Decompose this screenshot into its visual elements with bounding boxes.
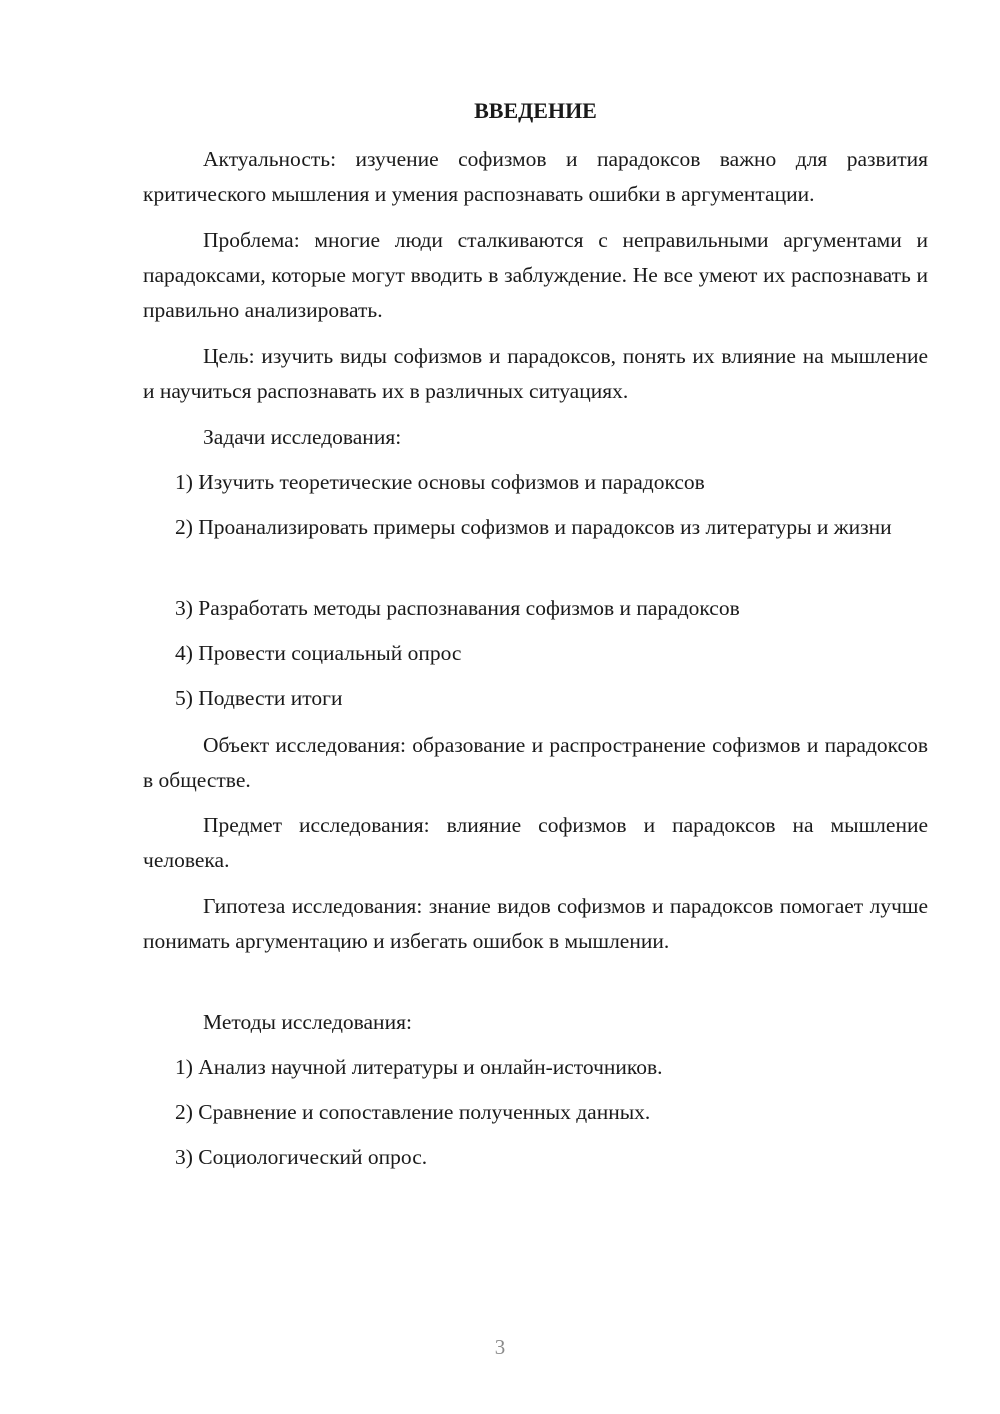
hypothesis-paragraph: Гипотеза исследования: знание видов софизмов и парадоксов помогает лучше понимать аргументацию и избегать ошибок в мышлении. bbox=[143, 894, 928, 953]
object-paragraph: Объект исследования: образование и распространение софизмов и парадоксов в обществе. bbox=[143, 733, 928, 792]
page-number: 3 bbox=[494, 1335, 506, 1359]
task-item-3: 3) Разработать методы распознавания софизмов и парадоксов bbox=[175, 596, 740, 620]
task-item-1: 1) Изучить теоретические основы софизмов и парадоксов bbox=[175, 470, 705, 494]
relevance-paragraph: Актуальность: изучение софизмов и парадоксов важно для развития критического мышления и умения распознавать ошибки в аргументации. bbox=[143, 147, 928, 206]
method-item-2: 2) Сравнение и сопоставление полученных данных. bbox=[175, 1100, 651, 1124]
problem-paragraph: Проблема: многие люди сталкиваются с неправильными аргументами и парадоксами, которые могут вводить в заблуждение. Не все умеют их распознавать и правильно анализировать. bbox=[143, 228, 928, 322]
document-page bbox=[143, 0, 928, 1414]
page-title: ВВЕДЕНИЕ bbox=[474, 98, 597, 123]
subject-paragraph: Предмет исследования: влияние софизмов и парадоксов на мышление человека. bbox=[143, 813, 928, 872]
method-item-3: 3) Социологический опрос. bbox=[175, 1145, 428, 1169]
goal-paragraph: Цель: изучить виды софизмов и парадоксов, понять их влияние на мышление и научиться распознавать их в различных ситуациях. bbox=[143, 344, 928, 403]
tasks-heading: Задачи исследования: bbox=[203, 425, 402, 449]
task-item-5: 5) Подвести итоги bbox=[175, 686, 343, 710]
method-item-1: 1) Анализ научной литературы и онлайн-источников. bbox=[175, 1055, 663, 1079]
task-item-4: 4) Провести социальный опрос bbox=[175, 641, 462, 665]
methods-heading: Методы исследования: bbox=[203, 1010, 412, 1034]
task-item-2: 2) Проанализировать примеры софизмов и парадоксов из литературы и жизни bbox=[175, 515, 892, 539]
